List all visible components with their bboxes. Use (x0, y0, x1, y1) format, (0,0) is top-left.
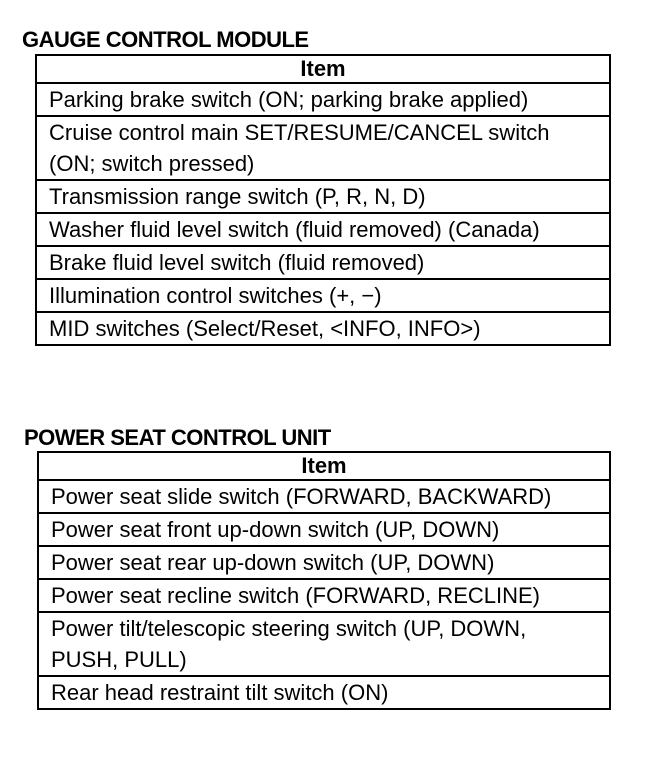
table-row (36, 312, 610, 345)
table-cell (38, 546, 610, 579)
table-cell (36, 83, 610, 116)
item-text: Transmission range switch (P, R, N, D) (49, 184, 426, 209)
table-cell (36, 116, 610, 180)
column-header-item: Item (38, 452, 610, 480)
table-row (36, 246, 610, 279)
item-text: Brake fluid level switch (fluid removed) (49, 250, 425, 275)
table-row (36, 116, 610, 180)
table-row (38, 612, 610, 676)
item-text: Power seat slide switch (FORWARD, BACKWARD) (51, 484, 552, 509)
item-text: Power seat front up-down switch (UP, DOWN) (51, 517, 500, 542)
table-cell (36, 213, 610, 246)
table-cell (36, 180, 610, 213)
item-text: Cruise control main SET/RESUME/CANCEL switch (ON; switch pressed) (49, 120, 550, 176)
table-cell (36, 246, 610, 279)
table-row (38, 676, 610, 709)
item-text: Power seat recline switch (FORWARD, RECLINE) (51, 583, 540, 608)
item-text: Washer fluid level switch (fluid removed) (Canada) (49, 217, 540, 242)
item-text: Power tilt/telescopic steering switch (UP, DOWN, PUSH, PULL) (51, 616, 527, 672)
table-cell (38, 579, 610, 612)
table-row (36, 180, 610, 213)
table-cell (38, 676, 610, 709)
power-seat-control-unit-table (37, 451, 611, 710)
item-text: Illumination control switches (+, −) (49, 283, 382, 308)
table-cell (36, 279, 610, 312)
item-text: Rear head restraint tilt switch (ON) (51, 680, 389, 705)
gauge-control-module-table (35, 54, 611, 346)
table-cell (38, 513, 610, 546)
table-cell (38, 612, 610, 676)
table-row (36, 279, 610, 312)
section-title-power-seat-control-unit: POWER SEAT CONTROL UNIT (24, 425, 331, 450)
table-header-row (36, 55, 610, 83)
section-title-gauge-control-module: GAUGE CONTROL MODULE (22, 27, 309, 52)
table-row (36, 83, 610, 116)
table-cell (38, 480, 610, 513)
item-text: MID switches (Select/Reset, <INFO, INFO>) (49, 316, 481, 341)
item-text: Parking brake switch (ON; parking brake applied) (49, 87, 529, 112)
table-header-row (38, 452, 610, 480)
column-header-item: Item (36, 55, 610, 83)
table-row (38, 546, 610, 579)
table-row (38, 480, 610, 513)
table-cell (36, 312, 610, 345)
table-row (38, 579, 610, 612)
item-text: Power seat rear up-down switch (UP, DOWN) (51, 550, 495, 575)
table-row (38, 513, 610, 546)
table-row (36, 213, 610, 246)
